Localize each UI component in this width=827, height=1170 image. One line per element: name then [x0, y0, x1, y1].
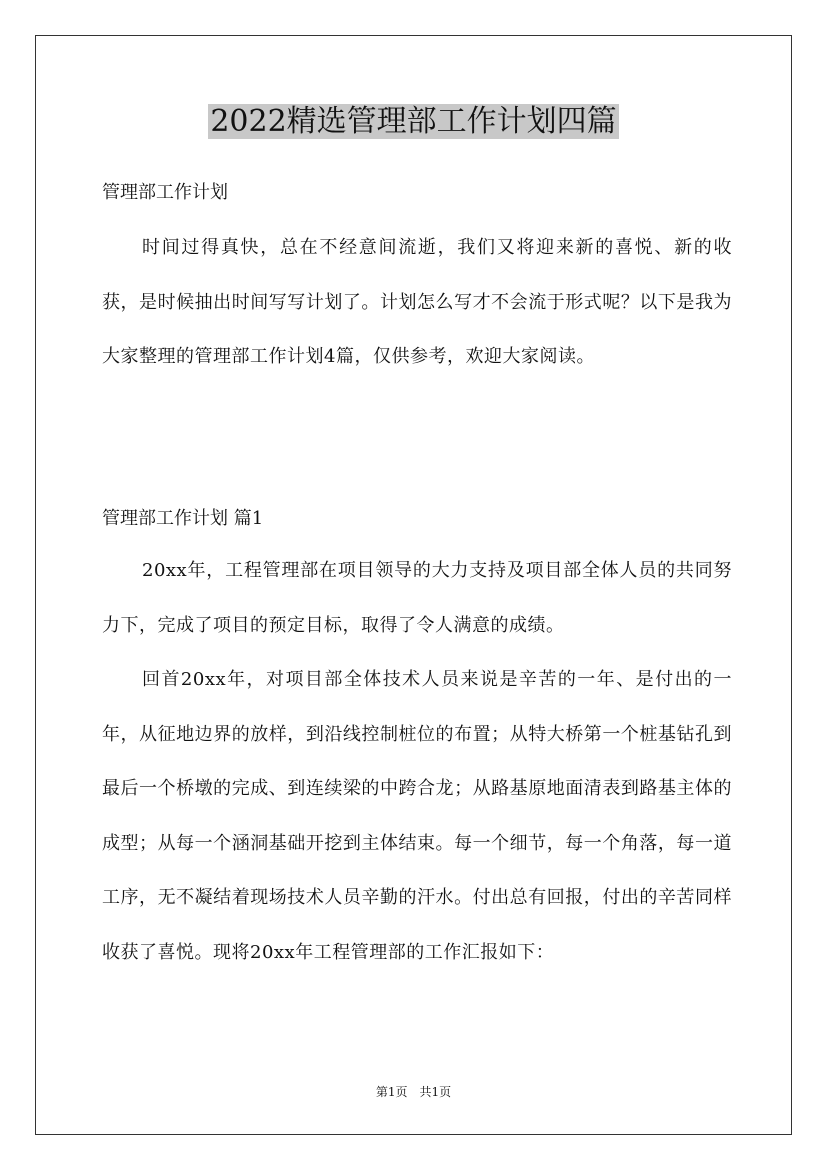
part1-heading: 管理部工作计划 篇1	[102, 508, 264, 529]
part1-paragraph-2: 回首20xx年，对项目部全体技术人员来说是辛苦的一年、是付出的一年，从征地边界的放样，到沿线控制桩位的布置；从特大桥第一个桩基钻孔到最后一个桥墩的完成、到连续梁的中跨合龙；从路基原地面清表到路基主体的成型；从每一个涵洞基础开挖到主体结束。每一个细节，每一个角落，每一道工序，无不凝结着现场技术人员辛勤的汗水。付出总有回报，付出的辛苦同样收获了喜悦。现将20xx年工程管理部的工作汇报如下：	[102, 669, 732, 963]
document-title-text: 2022精选管理部工作计划四篇	[210, 104, 617, 139]
part1-paragraph-1: 20xx年，工程管理部在项目领导的大力支持及项目部全体人员的共同努力下，完成了项目的预定目标，取得了令人满意的成绩。	[102, 560, 732, 636]
page-footer: 第1页 共1页	[375, 1085, 452, 1099]
section-heading: 管理部工作计划	[102, 182, 228, 203]
intro-paragraph: 时间过得真快，总在不经意间流逝，我们又将迎来新的喜悦、新的收获，是时候抽出时间写写计划了。计划怎么写才不会流于形式呢？以下是我为大家整理的管理部工作计划4篇，仅供参考，欢迎大家阅读。	[102, 237, 732, 367]
document-title	[0, 100, 827, 144]
